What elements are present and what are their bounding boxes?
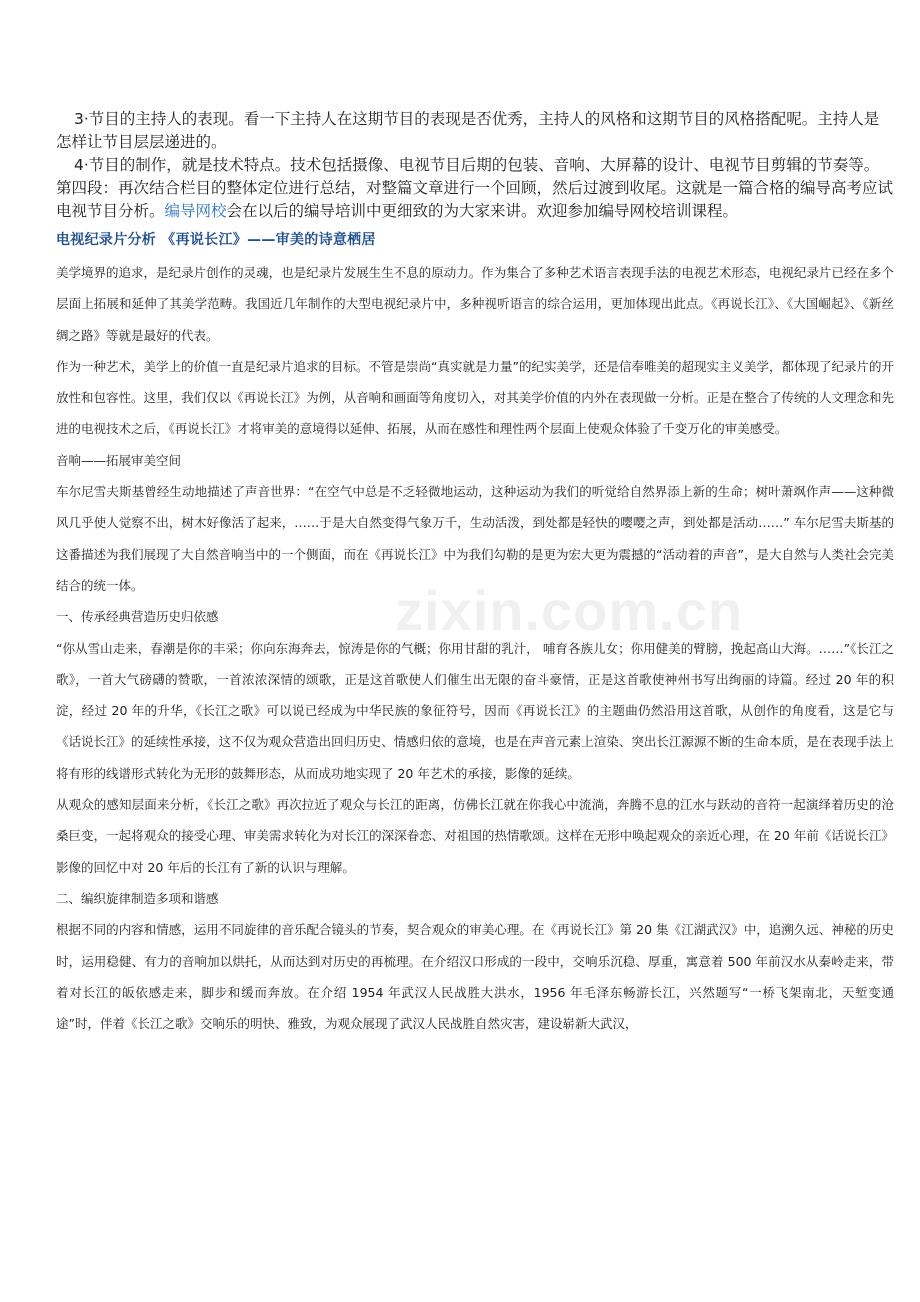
paragraph-4-text: 第四段：再次结合栏目的整体定位进行总结，对整篇文章进行一个回顾，然后过渡到收尾。这就是一篇合格的编导高考应试电视节目分析。 [56, 179, 894, 220]
article-title: 电视纪录片分析 《再说长江》——审美的诗意栖居 [56, 232, 376, 248]
article-paragraph: 车尔尼雪夫斯基曾经生动地描述了声音世界：“在空气中总是不乏轻微地运动，这种运动为我们的听觉给自然界添上新的生命；树叶萧飒作声——这种微风几乎使人觉察不出，树木好像活了起来，……于是大自然变得气象万千，生动活泼，到处都是轻快的嘤嘤之声，到处都是活动……” 车尔尼雪夫斯基的这番描述为我们展现了大自然音响当中的一个侧面，而在《再说长江》中为我们勾勒的是更为宏大更为震撼的“活动着的声音”，是大自然与人类社会完美结合的统一体。 [56, 484, 894, 593]
watermark: zixin.com.cn [395, 579, 744, 642]
paragraph-4-text-end: 会在以后的编导培训中更细致的为大家来讲。欢迎参加编导网校培训课程。 [226, 202, 739, 220]
section-heading: 音响——拓展审美空间 [56, 452, 182, 468]
article-paragraph: 从观众的感知层面来分析，《长江之歌》再次拉近了观众与长江的距离，仿佛长江就在你我心中流淌，奔腾不息的江水与跃动的音符一起演绎着历史的沧桑巨变，一起将观众的接受心理、审美需求转化为对长江的深深眷恋、对祖国的热情歌颂。这样在无形中唤起观众的亲近心理，在 20 年前《话说长江》影像的回忆中对 20 年后的长江有了新的认识与理解。 [56, 797, 894, 875]
paragraph-4 [56, 177, 894, 223]
document-body [56, 108, 894, 1039]
section-heading: 二、编织旋律制造多项和谐感 [56, 890, 219, 906]
article-paragraph: 作为一种艺术，美学上的价值一直是纪录片追求的目标。不管是崇尚“真实就是力量”的纪实美学，还是信奉唯美的超现实主义美学，都体现了纪录片的开放性和包容性。这里，我们仅以《再说长江》为例，从音响和画面等角度切入，对其美学价值的内外在表现做一分析。正是在整合了传统的人文理念和先进的电视技术之后，《再说长江》才将审美的意境得以延伸、拓展，从而在感性和理性两个层面上使观众体验了千变万化的审美感受。 [56, 358, 894, 437]
list-item-4: 4·节目的制作，就是技术特点。技术包括摄像、电视节目后期的包装、音响、大屏幕的设计、电视节目剪辑的节奏等。 [74, 156, 880, 174]
article-paragraph: “你从雪山走来，春潮是你的丰采；你向东海奔去，惊涛是你的气概；你用甘甜的乳汁， 哺育各族儿女；你用健美的臂膀，挽起高山大海。……”《长江之歌》，一首大气磅礴的赞歌，一首浓浓深情的颂歌，正是这首歌使人们催生出无限的奋斗豪情，正是这首歌使神州书写出绚丽的诗篇。经过 20 年的积淀，经过 20 年的升华，《长江之歌》可以说已经成为中华民族的象征符号，因而《再说长江》的主题曲仍然沿用这首歌，从创作的角度看，这是它与《话说长江》的延续性承接，这不仅为观众营造出回归历史、情感归依的意境，也是在声音元素上渲染、突出长江源源不断的生命本质，是在表现手法上将有形的线谱形式转化为无形的鼓舞形态，从而成功地实现了 20 年艺术的承接，影像的延续。 [56, 640, 894, 781]
list-item-3: 3·节目的主持人的表现。看一下主持人在这期节目的表现是否优秀，主持人的风格和这期节目的风格搭配呢。主持人是怎样让节目层层递进的。 [56, 110, 880, 151]
article-paragraph: 美学境界的追求，是纪录片创作的灵魂，也是纪录片发展生生不息的原动力。作为集合了多种艺术语言表现手法的电视艺术形态，电视纪录片已经在多个层面上拓展和延伸了其美学范畴。我国近几年制作的大型电视纪录片中，多种视听语言的综合运用，更加体现出此点。《再说长江》、《大国崛起》、《新丝绸之路》等就是最好的代表。 [56, 265, 894, 343]
article-paragraph: 根据不同的内容和情感，运用不同旋律的音乐配合镜头的节奏，契合观众的审美心理。在《再说长江》第 20 集《江湖武汉》中，追溯久远、神秘的历史时，运用稳健、有力的音响加以烘托，从而达到对历史的再梳理。在介绍汉口形成的一段中，交响乐沉稳、厚重，寓意着 500 年前汉水从秦岭走来，带着对长江的皈依感走来，脚步和缓而奔放。在介绍 1954 年武汉人民战胜大洪水，1956 年毛泽东畅游长江，兴然题写“一桥飞架南北，天堑变通途”时，伴着《长江之歌》交响乐的明快、雅致，为观众展现了武汉人民战胜自然灾害，建设崭新大武汉， [56, 922, 894, 1032]
school-link[interactable]: 编导网校 [164, 202, 227, 220]
section-heading: 一、传承经典营造历史归依感 [56, 609, 219, 625]
